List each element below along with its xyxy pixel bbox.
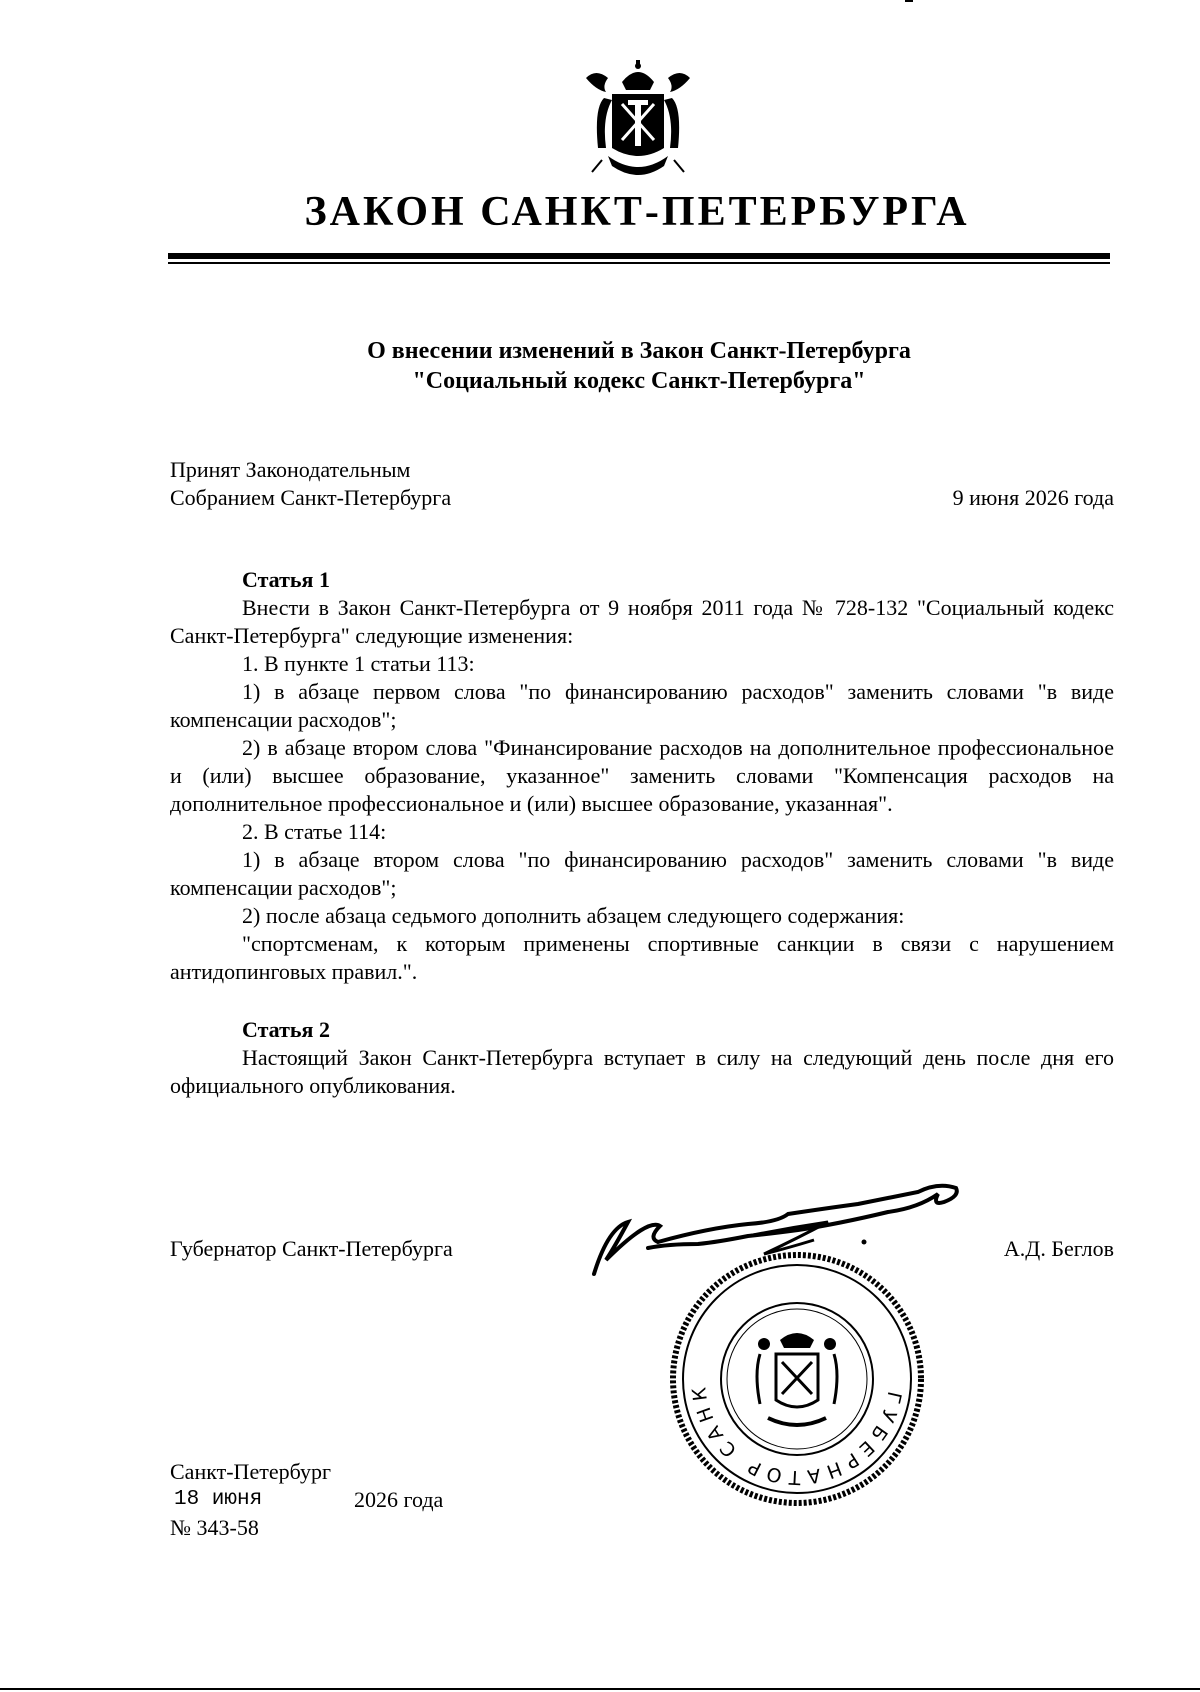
signing-city: Санкт-Петербург bbox=[170, 1459, 331, 1484]
article-1-item-1-2: 2) в абзаце втором слова "Финансирование расходов на дополнительное профессиональное и (или) высшее образование, указанное" заменить словами "Компенсация расходов на дополнительное профессиональное и (или) высшее образование, указанная". bbox=[170, 735, 1114, 816]
law-number: № 343-58 bbox=[170, 1515, 259, 1540]
article-1-item-1: 1. В пункте 1 статьи 113: bbox=[242, 651, 475, 676]
title-divider-thick bbox=[168, 253, 1110, 259]
article-1-item-2-2-text: "спортсменам, к которым применены спортивные санкции в связи с нарушением антидопинговых правил.". bbox=[170, 931, 1114, 984]
official-seal bbox=[668, 1250, 926, 1508]
signing-day-month: 18 июня bbox=[174, 1488, 263, 1511]
coat-of-arms-icon bbox=[578, 60, 698, 180]
subtitle-line-1: О внесении изменений в Закон Санкт-Петербурга bbox=[367, 338, 911, 364]
signing-date bbox=[170, 1486, 443, 1514]
governor-name: А.Д. Беглов bbox=[1003, 1236, 1114, 1261]
governor-title: Губернатор Санкт-Петербурга bbox=[170, 1236, 453, 1261]
article-1-item-1-1: 1) в абзаце первом слова "по финансированию расходов" заменить словами "в виде компенсации расходов"; bbox=[170, 679, 1114, 732]
article-2-heading: Статья 2 bbox=[242, 1017, 330, 1042]
adoption-line-1: Принят Законодательным bbox=[170, 457, 411, 482]
law-body bbox=[170, 566, 1114, 1100]
article-1-intro: Внести в Закон Санкт-Петербурга от 9 ноября 2011 года № 728-132 "Социальный кодекс Санкт-Петербурга" следующие изменения: bbox=[170, 595, 1114, 648]
adoption-date: 9 июня 2026 года bbox=[952, 485, 1114, 510]
article-1-heading: Статья 1 bbox=[242, 567, 330, 592]
subtitle-line-2: "Социальный кодекс Санкт-Петербурга" bbox=[412, 368, 866, 394]
svg-text:ГУБЕРНАТОР САНКТ-ПЕТЕРБУРГА: ГУБЕРНАТОР САНК bbox=[687, 1380, 906, 1489]
article-2-text: Настоящий Закон Санкт-Петербурга вступает в силу на следующий день после дня его официального опубликования. bbox=[170, 1045, 1114, 1098]
signing-place-and-number bbox=[170, 1458, 443, 1542]
title-divider-thin bbox=[168, 262, 1110, 264]
law-subject bbox=[168, 336, 1110, 396]
scan-edge-line bbox=[0, 1688, 1200, 1690]
article-1-item-2: 2. В статье 114: bbox=[242, 819, 387, 844]
article-1-item-2-1: 1) в абзаце втором слова "по финансированию расходов" заменить словами "в виде компенсации расходов"; bbox=[170, 847, 1114, 900]
adoption-body bbox=[170, 456, 451, 512]
scan-mark bbox=[905, 0, 913, 2]
document-title: ЗАКОН САНКТ-ПЕТЕРБУРГА bbox=[304, 189, 970, 235]
signing-year: 2026 года bbox=[354, 1487, 444, 1512]
adoption-line-2: Собранием Санкт-Петербурга bbox=[170, 485, 452, 510]
article-1-item-2-2: 2) после абзаца седьмого дополнить абзацем следующего содержания: bbox=[242, 903, 905, 928]
